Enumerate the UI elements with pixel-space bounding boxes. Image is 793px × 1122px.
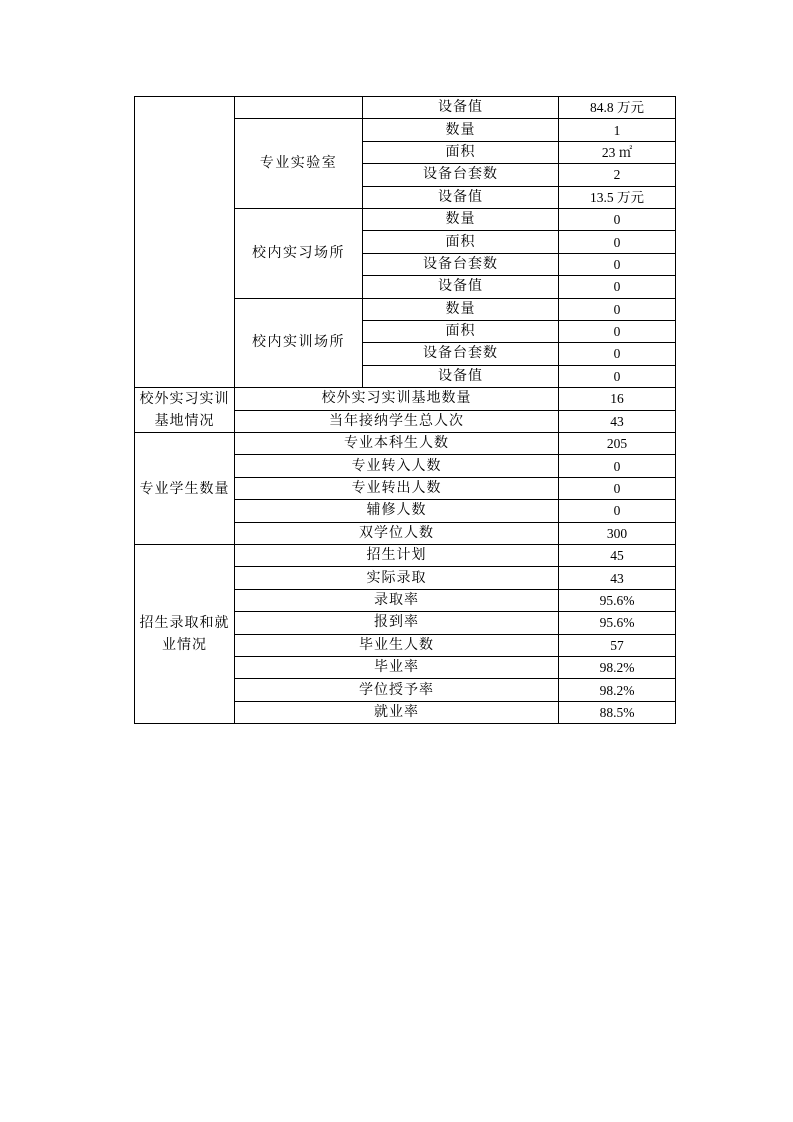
item-value: 0 (559, 477, 676, 499)
item-value: 300 (559, 522, 676, 544)
item-value: 2 (559, 164, 676, 186)
item-value: 43 (559, 567, 676, 589)
item-value: 0 (559, 253, 676, 275)
item-label: 设备台套数 (363, 253, 559, 275)
item-value: 95.6% (559, 612, 676, 634)
statistics-table (134, 96, 676, 724)
item-value: 57 (559, 634, 676, 656)
item-value: 88.5% (559, 701, 676, 723)
item-label: 学位授予率 (235, 679, 559, 701)
item-label: 面积 (363, 141, 559, 163)
item-value: 23 ㎡ (559, 141, 676, 163)
item-label: 面积 (363, 320, 559, 342)
category-cell-external-base: 校外实习实训基地情况 (135, 388, 235, 433)
item-label: 数量 (363, 208, 559, 230)
item-label: 双学位人数 (235, 522, 559, 544)
item-value: 0 (559, 455, 676, 477)
item-value: 0 (559, 208, 676, 230)
group-cell-lab: 专业实验室 (235, 119, 363, 209)
table-row (135, 97, 676, 119)
item-label: 实际录取 (235, 567, 559, 589)
table-row (135, 388, 676, 411)
item-label: 专业转出人数 (235, 477, 559, 499)
table-row (135, 433, 676, 455)
item-label: 毕业率 (235, 656, 559, 678)
item-value: 16 (559, 388, 676, 411)
item-label: 设备值 (363, 365, 559, 387)
item-label: 面积 (363, 231, 559, 253)
item-value: 0 (559, 500, 676, 522)
item-label: 设备值 (363, 276, 559, 298)
item-value: 98.2% (559, 679, 676, 701)
item-value: 13.5 万元 (559, 186, 676, 208)
item-value: 95.6% (559, 589, 676, 611)
item-label: 报到率 (235, 612, 559, 634)
item-value: 98.2% (559, 656, 676, 678)
item-label: 设备台套数 (363, 343, 559, 365)
item-value: 0 (559, 298, 676, 320)
group-cell-continued (235, 97, 363, 119)
item-label: 当年接纳学生总人次 (235, 410, 559, 433)
item-label: 录取率 (235, 589, 559, 611)
category-cell-admission: 招生录取和就业情况 (135, 545, 235, 724)
item-label: 设备值 (363, 97, 559, 119)
item-value: 45 (559, 545, 676, 567)
item-label: 设备值 (363, 186, 559, 208)
item-value: 0 (559, 343, 676, 365)
item-value: 0 (559, 365, 676, 387)
group-cell-internship: 校内实习场所 (235, 208, 363, 298)
category-cell-facilities (135, 97, 235, 388)
item-label: 专业转入人数 (235, 455, 559, 477)
item-value: 43 (559, 410, 676, 433)
item-value: 0 (559, 320, 676, 342)
table-row (135, 545, 676, 567)
item-label: 专业本科生人数 (235, 433, 559, 455)
category-cell-students: 专业学生数量 (135, 433, 235, 545)
item-label: 招生计划 (235, 545, 559, 567)
item-label: 数量 (363, 119, 559, 141)
item-value: 205 (559, 433, 676, 455)
item-label: 就业率 (235, 701, 559, 723)
item-value: 0 (559, 276, 676, 298)
item-label: 校外实习实训基地数量 (235, 388, 559, 411)
group-cell-training: 校内实训场所 (235, 298, 363, 388)
item-label: 数量 (363, 298, 559, 320)
item-value: 1 (559, 119, 676, 141)
item-label: 毕业生人数 (235, 634, 559, 656)
item-value: 0 (559, 231, 676, 253)
item-label: 辅修人数 (235, 500, 559, 522)
item-label: 设备台套数 (363, 164, 559, 186)
item-value: 84.8 万元 (559, 97, 676, 119)
